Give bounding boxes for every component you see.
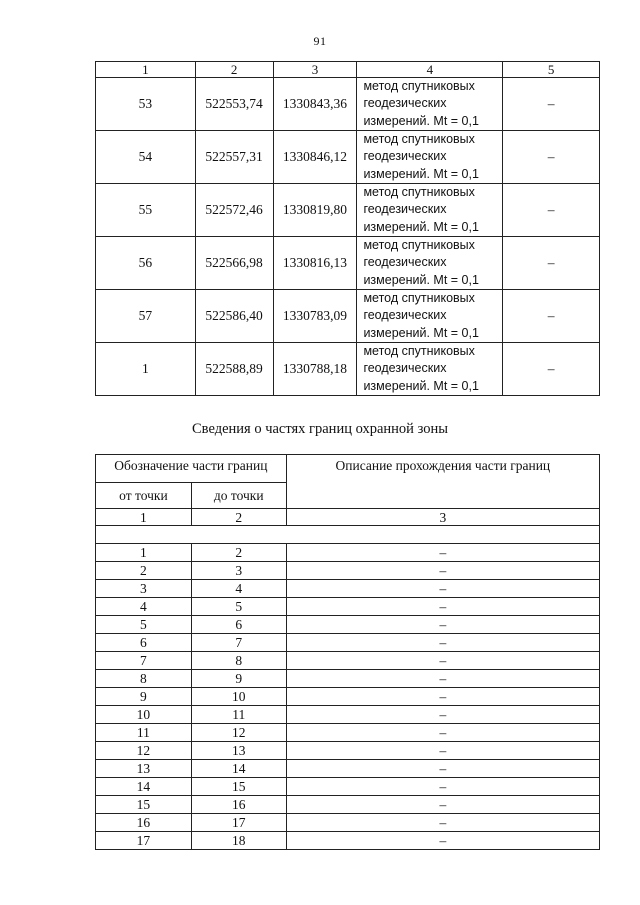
coordinate-y: 1330846,12: [273, 131, 357, 184]
coordinates-row: [96, 343, 600, 396]
from-point: 11: [96, 724, 192, 742]
from-point: 6: [96, 634, 192, 652]
coordinate-x: 522566,98: [195, 237, 273, 290]
to-point: 15: [191, 778, 286, 796]
boundary-part-row: [96, 796, 600, 814]
part-description: –: [286, 562, 599, 580]
coordinates-row: [96, 78, 600, 131]
part-description: –: [286, 544, 599, 562]
from-point: 3: [96, 580, 192, 598]
blank-cell: [96, 526, 600, 544]
part-description: –: [286, 634, 599, 652]
boundary-part-row: [96, 670, 600, 688]
from-point: 8: [96, 670, 192, 688]
method-line: измерений. Mt = 0,1: [363, 113, 479, 128]
boundary-part-row: [96, 562, 600, 580]
coordinate-x: 522557,31: [195, 131, 273, 184]
coordinates-col-4: 4: [357, 62, 503, 78]
boundary-parts-table: [95, 454, 600, 850]
part-description: –: [286, 580, 599, 598]
to-point: 16: [191, 796, 286, 814]
to-point: 10: [191, 688, 286, 706]
note-dash: –: [503, 290, 600, 343]
part-description: –: [286, 688, 599, 706]
method-line: геодезических: [363, 361, 447, 376]
to-point: 12: [191, 724, 286, 742]
method-line: геодезических: [363, 96, 447, 111]
determination-method: [357, 237, 503, 290]
part-description: –: [286, 742, 599, 760]
method-line: геодезических: [363, 255, 447, 270]
part-description: –: [286, 616, 599, 634]
coordinates-header-row: [96, 62, 600, 78]
coordinate-x: 522572,46: [195, 184, 273, 237]
to-point: 7: [191, 634, 286, 652]
part-description: –: [286, 706, 599, 724]
method-line: измерений. Mt = 0,1: [363, 272, 479, 287]
determination-method: [357, 131, 503, 184]
boundary-part-row: [96, 580, 600, 598]
method-line: измерений. Mt = 0,1: [363, 378, 479, 393]
coordinate-y: 1330783,09: [273, 290, 357, 343]
to-point: 4: [191, 580, 286, 598]
determination-method: [357, 184, 503, 237]
determination-method: [357, 78, 503, 131]
point-number: 54: [96, 131, 196, 184]
boundary-part-row: [96, 814, 600, 832]
coordinate-y: 1330816,13: [273, 237, 357, 290]
header-to-point: до точки: [191, 483, 286, 509]
header-from-point: от точки: [96, 483, 192, 509]
point-number: 56: [96, 237, 196, 290]
determination-method: [357, 290, 503, 343]
coordinates-row: [96, 237, 600, 290]
method-line: метод спутниковых: [363, 132, 475, 147]
method-line: метод спутниковых: [363, 291, 475, 306]
boundary-part-row: [96, 544, 600, 562]
to-point: 8: [191, 652, 286, 670]
to-point: 3: [191, 562, 286, 580]
point-number: 55: [96, 184, 196, 237]
part-description: –: [286, 814, 599, 832]
part-description: –: [286, 652, 599, 670]
method-line: геодезических: [363, 149, 447, 164]
to-point: 5: [191, 598, 286, 616]
coordinates-row: [96, 131, 600, 184]
from-point: 16: [96, 814, 192, 832]
boundary-part-row: [96, 598, 600, 616]
coordinates-col-3: 3: [273, 62, 357, 78]
boundary-part-row: [96, 742, 600, 760]
part-description: –: [286, 724, 599, 742]
method-line: геодезических: [363, 308, 447, 323]
boundary-part-row: [96, 688, 600, 706]
coordinates-row: [96, 290, 600, 343]
section-title: Сведения о частях границ охранной зоны: [192, 421, 448, 437]
note-dash: –: [503, 343, 600, 396]
parts-col-3: 3: [286, 509, 599, 526]
parts-blank-row: [96, 526, 600, 544]
part-description: –: [286, 598, 599, 616]
to-point: 13: [191, 742, 286, 760]
from-point: 5: [96, 616, 192, 634]
boundary-part-row: [96, 652, 600, 670]
coordinates-col-1: 1: [96, 62, 196, 78]
coordinate-y: 1330788,18: [273, 343, 357, 396]
coordinates-row: [96, 184, 600, 237]
method-line: метод спутниковых: [363, 185, 475, 200]
boundary-part-row: [96, 778, 600, 796]
method-line: метод спутниковых: [363, 238, 475, 253]
boundary-part-row: [96, 634, 600, 652]
method-line: измерений. Mt = 0,1: [363, 219, 479, 234]
point-number: 53: [96, 78, 196, 131]
header-boundary-part-description: Описание прохождения части границ: [286, 455, 599, 509]
from-point: 7: [96, 652, 192, 670]
coordinates-col-2: 2: [195, 62, 273, 78]
part-description: –: [286, 832, 599, 850]
boundary-part-row: [96, 706, 600, 724]
from-point: 17: [96, 832, 192, 850]
boundary-part-row: [96, 616, 600, 634]
page-number: 91: [313, 34, 327, 48]
coordinate-x: 522588,89: [195, 343, 273, 396]
parts-col-2: 2: [191, 509, 286, 526]
from-point: 2: [96, 562, 192, 580]
coordinate-y: 1330843,36: [273, 78, 357, 131]
coordinates-table: [95, 61, 600, 396]
parts-col-1: 1: [96, 509, 192, 526]
parts-column-numbers-row: [96, 509, 600, 526]
method-line: метод спутниковых: [363, 79, 475, 94]
coordinate-x: 522586,40: [195, 290, 273, 343]
header-boundary-part-designation: Обозначение части границ: [96, 455, 287, 483]
boundary-part-row: [96, 724, 600, 742]
part-description: –: [286, 670, 599, 688]
point-number: 57: [96, 290, 196, 343]
from-point: 12: [96, 742, 192, 760]
coordinate-y: 1330819,80: [273, 184, 357, 237]
boundary-part-row: [96, 832, 600, 850]
note-dash: –: [503, 184, 600, 237]
to-point: 14: [191, 760, 286, 778]
method-line: измерений. Mt = 0,1: [363, 325, 479, 340]
from-point: 4: [96, 598, 192, 616]
determination-method: [357, 343, 503, 396]
part-description: –: [286, 760, 599, 778]
method-line: геодезических: [363, 202, 447, 217]
from-point: 15: [96, 796, 192, 814]
point-number: 1: [96, 343, 196, 396]
from-point: 9: [96, 688, 192, 706]
note-dash: –: [503, 78, 600, 131]
note-dash: –: [503, 237, 600, 290]
method-line: метод спутниковых: [363, 344, 475, 359]
note-dash: –: [503, 131, 600, 184]
from-point: 1: [96, 544, 192, 562]
to-point: 17: [191, 814, 286, 832]
to-point: 11: [191, 706, 286, 724]
to-point: 18: [191, 832, 286, 850]
from-point: 13: [96, 760, 192, 778]
boundary-part-row: [96, 760, 600, 778]
parts-header-row: [96, 455, 600, 483]
from-point: 10: [96, 706, 192, 724]
method-line: измерений. Mt = 0,1: [363, 166, 479, 181]
coordinates-col-5: 5: [503, 62, 600, 78]
part-description: –: [286, 796, 599, 814]
to-point: 2: [191, 544, 286, 562]
from-point: 14: [96, 778, 192, 796]
to-point: 9: [191, 670, 286, 688]
to-point: 6: [191, 616, 286, 634]
coordinate-x: 522553,74: [195, 78, 273, 131]
part-description: –: [286, 778, 599, 796]
